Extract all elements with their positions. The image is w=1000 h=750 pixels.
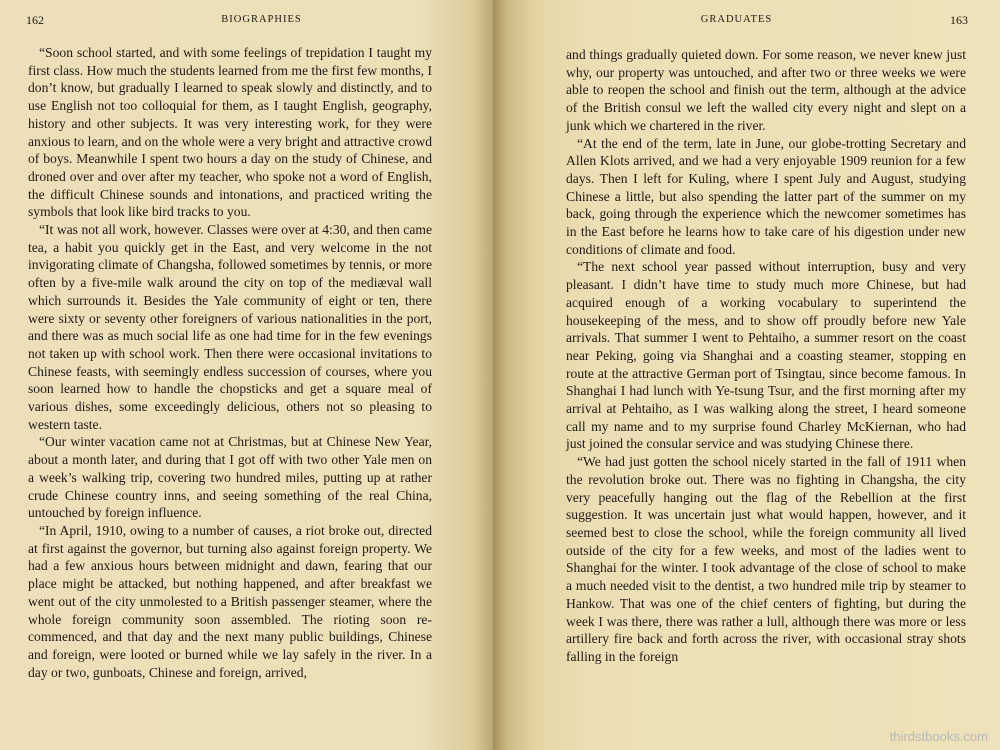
left-page-number: 162: [26, 13, 44, 27]
paragraph: “It was not all work, however. Classes were over at 4:30, and then came tea, a habit you quickly get in the East, and very welcome in the not invigorating climate of Changsha, followed sometimes by tennis, or more often by a five-mile walk around the city on top of the mediæval wall which surrounds it. Besides the Yale community of eight or ten, there were sixty or seventy other foreigners of various nationalities in the port, and there was as much social life as one had time for in the few evenings not taken up with school work. Then there were occasional invitations to Chinese feasts, with seemingly endless succession of courses, where you soon learned how to handle the chopsticks and get a square meal of various dishes, some exceedingly delicious, others not so pleasing to western taste.: [28, 222, 432, 432]
paragraph: “Soon school started, and with some feelings of trepidation I taught my first class. How much the students learned from me the first few months, I don’t know, but gradually I learned to speak slowly and distinctly, and to use English not too colloquial for them, as I taught English, geography, history and other subjects. It was very interesting work, for they were anxious to learn, and on the whole were a very bright and attractive crowd of boys. Meanwhile I spent two hours a day on the study of Chinese, and droned over and over after my teacher, who spoke not a word of English, the difficult Chinese sounds and intonations, and practiced writing the symbols that look like bird tracks to you.: [28, 45, 432, 220]
right-page-header: GRADUATES: [700, 14, 773, 25]
paragraph: “The next school year passed without interruption, busy and very pleasant. I didn’t have time to study much more Chinese, but had acquired enough of a working vocabulary to superintend the housekeeping of the mess, and to show off proudly before new Yale arrivals. That summer I went to Pehtaiho, a summer resort on the coast near Peking, going via Shanghai and a coasting steamer, stopping en route at the attractive German port of Tsingtau, since become famous. In Shanghai I had lunch with Ye-tsung Tsur, and the first morning after my arrival at Pehtaiho, as I was walking along the street, I heard someone call my name and to my surprise found Charley McKiernan, who had just joined the consular service and was studying Chinese there.: [566, 259, 966, 452]
paragraph-continuation: and things gradually quieted down. For some reason, we never knew just why, our property was untouched, and after two or three weeks we were able to reopen the school and finish out the term, although at the advice of the British consul we left the walled city every night and slept on a junk which we chartered in the river.: [566, 47, 966, 133]
left-page-header: BIOGRAPHIES: [221, 14, 302, 25]
right-running-head: [493, 14, 1000, 34]
paragraph: “We had just gotten the school nicely started in the fall of 1911 when the revolution broke out. There was no fighting in Changsha, the city very peacefully hanging out the flag of the Rebellion at the first suggestion. It was uncertain just what would happen, however, and it seemed best to close the school, while the foreign community all lived outside of the city for a few weeks, and most of the ladies went to Shanghai for the winter. I took advantage of the close of school to make a much needed visit to the dentist, a two hundred mile trip by steamer to Hankow. That was one of the chief centers of fighting, but during the week I was there, there was rather a lull, although there was more or less artillery fire back and forth across the river, with occasional stray shots falling in the foreign: [566, 454, 966, 664]
left-page-body: [28, 44, 432, 681]
paragraph: “At the end of the term, late in June, our globe-trotting Secretary and Allen Klots arrived, and we had a very enjoyable 1909 reunion for a few days. Then I left for Kuling, where I spent July and August, studying Chinese a little, but also spending the latter part of the summer on my back, going through the experience which the newcomer sometimes has in the East before he learns how to take care of his digestion under new conditions of climate and food.: [566, 135, 966, 257]
watermark: thirdstbooks.com: [889, 729, 988, 744]
paragraph: “In April, 1910, owing to a number of causes, a riot broke out, directed at first against the governor, but turning also against foreign property. We had a few anxious hours between midnight and dawn, fearing that our place might be attacked, but nothing happened, and after breakfast we went out of the city unmolested to a British passenger steamer, where the whole foreign community soon assembled. The rioting soon re-commenced, and that day and the next many public buildings, Chinese and foreign, were looted or burned while we lay safely in the river. In a day or two, gunboats, Chinese and foreign, arrived,: [28, 522, 432, 680]
paragraph: “Our winter vacation came not at Christmas, but at Chinese New Year, about a month later, and during that I got off with two other Yale men on a week’s walking trip, covering two hundred miles, putting up at rather crude Chinese country inns, and seeing something of the real China, untouched by foreign influence.: [28, 434, 432, 521]
right-page: [493, 0, 1000, 750]
right-page-number: 163: [950, 13, 968, 27]
left-page: [0, 0, 493, 750]
left-running-head: [0, 14, 493, 34]
right-page-body: [566, 46, 966, 666]
